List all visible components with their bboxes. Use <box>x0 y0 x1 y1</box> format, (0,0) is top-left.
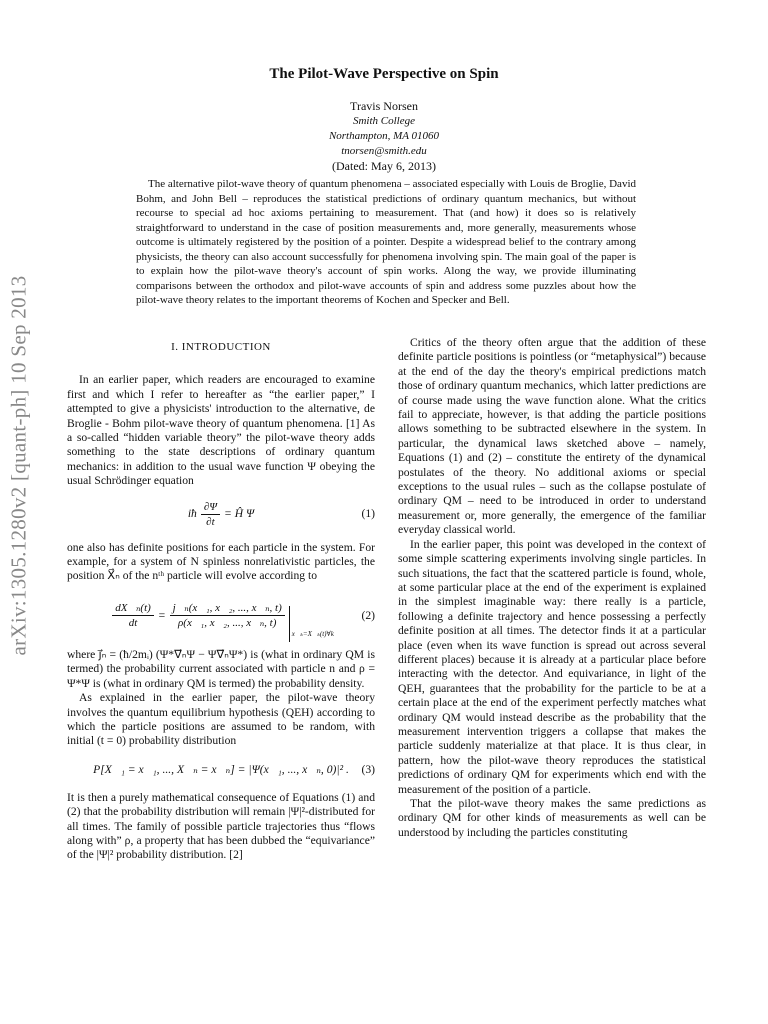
author-name: Travis Norsen <box>350 99 418 113</box>
author-block <box>0 99 768 174</box>
equation-1: iħ $\frac{\partial\Psi}{\partial t}$ = Ĥ Ψ (1) <box>187 500 375 529</box>
equation-number: (2) <box>361 608 375 622</box>
left-column <box>67 340 375 863</box>
arxiv-stamp-text: arXiv:1305.1280v2 [quant-ph] 10 Sep 2013 <box>6 274 31 656</box>
arxiv-stamp <box>4 240 34 690</box>
right-column <box>398 336 706 840</box>
paper-title: The Pilot-Wave Perspective on Spin <box>269 66 499 82</box>
paragraph: one also has definite positions for each particle in the system. For example, for a system of N spinless nonrelativistic particles, the position X⃗ₙ of the nᵗʰ particle will evolve according to <box>67 540 375 583</box>
affiliation: Smith College <box>352 115 416 127</box>
paragraph: As explained in the earlier paper, the pilot-wave theory involves the quantum equilibrium hypothesis (QEH) according to which the particle positions are assumed to be random, with initial (t = 0) probability distribution <box>67 691 375 748</box>
section-heading: I. INTRODUCTION <box>171 341 271 353</box>
equation-3: P[X⃗₁ = x⃗₁, ..., X⃗ₙ = x⃗ₙ] = |Ψ(x⃗₁, ..., x⃗ₙ, 0)|² . (3) <box>93 762 375 776</box>
paragraph: That the pilot-wave theory makes the same predictions as ordinary QM for other kinds of measurements as well can be understood by including the particles constituting <box>398 797 706 839</box>
equation-number: (1) <box>361 507 375 521</box>
abstract: The alternative pilot-wave theory of quantum phenomena – associated especially with Louis de Broglie, David Bohm, and John Bell – reproduces the statistical predictions of ordinary quantum mechanics, but without recourse to special ad hoc axioms pertaining to measurement. That (and how) it does so is relatively straightforward to understand in the case of position measurements and, more generally, measurements whose outcome is ultimately registered by the position of a pointer. Despite a widespread belief to the contrary among physicists, the theory can also account successfully for phenomena involving spin. The main goal of the paper is to explain how the pilot-wave theory's account of spin works. Along the way, we provide illuminating comparisons between the orthodox and pilot-wave accounts of spin and address some puzzles about how the pilot-wave theory relates to the important theorems of Kochen and Specker and Bell. <box>136 178 636 306</box>
paragraph: Critics of the theory often argue that the addition of these definite particle positions is pointless (or “metaphysical”) because at the end of the day the theory's empirical predictions match those of ordinary quantum mechanics, which latter predictions are of course made using the wave function alone. What the critics fail to appreciate, however, is that adding the particle positions allows something to be subtracted elsewhere in the system. In particular, the dynamical laws sketched above – namely, Equations (1) and (2) – constitute the entirety of the dynamical postulates of the theory. No additional axioms or special exceptions to the usual rules – such as the collapse postulate of ordinary QM – need to be introduced in order to understand measurement or, more generally, the emergence of the familiar everyday classical world. <box>398 336 706 537</box>
equation-number: (3) <box>361 762 375 776</box>
paragraph: It is then a purely mathematical consequence of Equations (1) and (2) that the probability distribution will remain |Ψ|²-distributed for all times. The family of possible particle trajectories thus “flows along with” ρ, a property that has been dubbed the “equivariance” of the |Ψ|² probability distribution. [2] <box>67 790 375 862</box>
paragraph: In the earlier paper, this point was developed in the context of some simple scattering experiments involving single particles. In such situations, the fact that the scattered particle is found, whole, at some particular place at the end of the experiment is explained in the simplest imaginable way: there really is a particle, following a definite trajectory and hence possessing a perfectly definite position at all times. The detector finds it at a particular place (even when its wave function is spread out across several different places) because it is already at a particular place before interacting with the detector. And equivariance, in light of the QEH, guarantees that the probability for the particle to be at a certain place at the end of the experiment perfectly matches what ordinary QM would instead describe as the probability that the measurement intervention triggers a collapse that makes the particle suddenly materialize at that place. It is thus clear, in pattern, how the pilot-wave theory reproduces the statistical predictions of ordinary QM for experiments which end with the measurement of the position of a particle. <box>398 537 706 796</box>
paragraph: where j⃗ₙ = (ħ/2mᵢ) (Ψ*∇⃗ₙΨ − Ψ∇⃗ₙΨ*) is (what in ordinary QM is termed) the probability current associated with particle n and ρ = Ψ*Ψ is (what in ordinary QM is termed) the probability density. <box>67 647 375 690</box>
dated: (Dated: May 6, 2013) <box>332 159 436 173</box>
paragraph: In an earlier paper, which readers are encouraged to examine first and which I refer to hereafter as “the earlier paper,” I attempted to give a physicists' introduction to the alternative, de Broglie - Bohm pilot-wave theory of quantum phenomena. [1] As a so-called “hidden variable theory” the pilot-wave theory adds something to the state descriptions of ordinary quantum mechanics: in addition to the usual wave function Ψ obeying the usual Schrödinger equation <box>67 373 375 488</box>
equation-2: $\frac{\text{dX⃗ₙ(t)}}{dt}$ = $\frac{\text{j⃗ₙ(x⃗₁, x⃗₂, ..., x⃗ₙ, t)}}{\text{ρ(x⃗₁, x⃗₂, ..., x⃗ₙ, t)}}$ x⃗ₖ=X⃗ₖ(t)∀k (2) <box>67 590 375 642</box>
email: tnorsen@smith.edu <box>341 145 427 157</box>
location: Northampton, MA 01060 <box>328 130 440 142</box>
